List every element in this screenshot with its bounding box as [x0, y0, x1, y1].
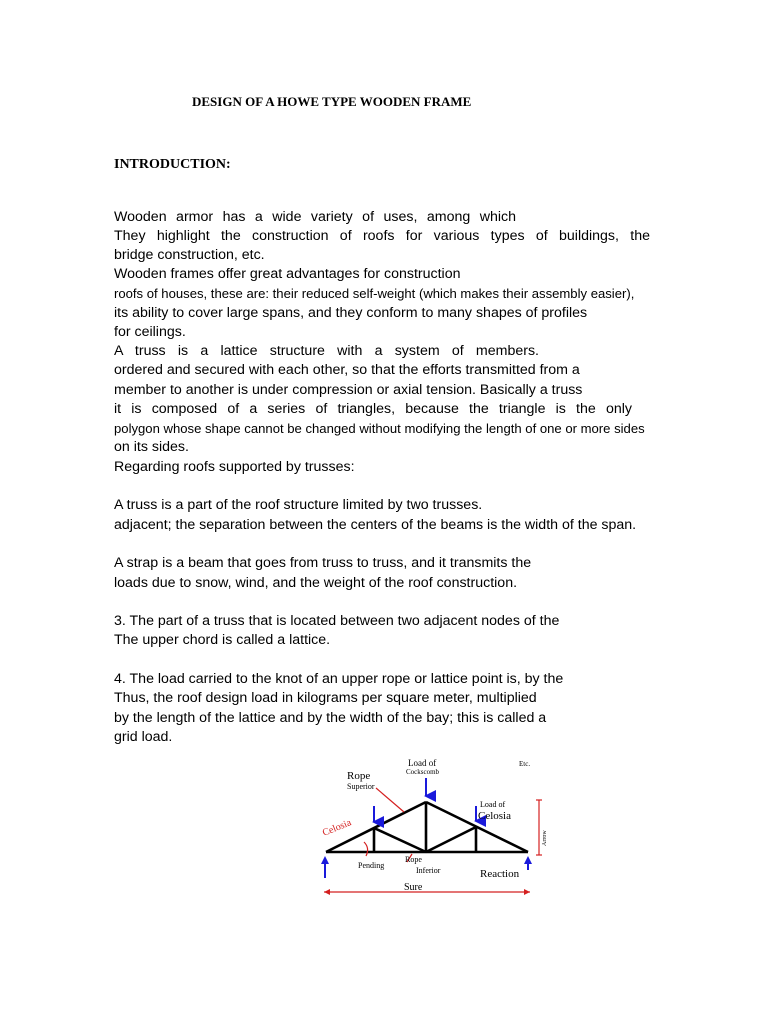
paragraph-line: roofs of houses, these are: their reduced self-weight (which makes their assembly easier), — [114, 286, 635, 301]
paragraph-line: member to another is under compression or axial tension. Basically a truss — [114, 382, 583, 398]
reaction-arrowhead-left — [321, 856, 329, 864]
paragraph-line: 4. The load carried to the knot of an upper rope or lattice point is, by the — [114, 671, 564, 687]
paragraph-line: bridge construction, etc. — [114, 247, 265, 263]
paragraph-line: 3. The part of a truss that is located between two adjacent nodes of the — [114, 613, 560, 629]
rope-superior-label: Superior — [347, 782, 375, 791]
angle-arc — [364, 842, 368, 856]
load-of-cockscomb-label: Cockscomb — [406, 768, 440, 776]
paragraph-line: ordered and secured with each other, so that the efforts transmitted from a — [114, 362, 580, 378]
paragraph-line: Regarding roofs supported by trusses: — [114, 459, 355, 475]
paragraph-line: Wooden armor has a wide variety of uses, among which — [114, 209, 516, 225]
load-of-celosia-label: Celosia — [478, 810, 511, 822]
paragraph-line: it is composed of a series of triangles, because the triangle is the only — [114, 401, 632, 417]
etc-label: Etc. — [519, 760, 531, 768]
paragraph-line: They highlight the construction of roofs for various types of buildings, the — [114, 228, 650, 244]
rope-superior-leader — [376, 788, 404, 812]
load-of-cockscomb-label: Load of — [408, 758, 437, 768]
paragraph-line: its ability to cover large spans, and they conform to many shapes of profiles — [114, 305, 588, 321]
diagonal-member — [374, 828, 426, 852]
howe-truss-diagram — [300, 752, 560, 902]
document-title: DESIGN OF A HOWE TYPE WOODEN FRAME — [192, 94, 472, 109]
rope-superior-label: Rope — [347, 770, 371, 782]
paragraph-line: on its sides. — [114, 439, 189, 455]
rope-inferior-label: Inferior — [416, 866, 441, 875]
paragraph-line: polygon whose shape cannot be changed without modifying the length of one or more sides — [114, 421, 645, 436]
rope-inferior-label: Rope — [405, 855, 422, 864]
paragraph-line: Wooden frames offer great advantages for construction — [114, 266, 461, 282]
reaction-arrowhead-right — [524, 856, 532, 864]
paragraph-line: The upper chord is called a lattice. — [114, 632, 331, 648]
paragraph-line: Thus, the roof design load in kilograms per square meter, multiplied — [114, 690, 537, 706]
section-heading: INTRODUCTION: — [114, 157, 231, 172]
height-label: Arrow — [542, 830, 548, 846]
reaction-label: Reaction — [480, 868, 520, 880]
pending-label: Pending — [358, 861, 385, 870]
load-of-celosia-label: Load of — [480, 800, 506, 809]
paragraph-line: by the length of the lattice and by the width of the bay; this is called a — [114, 710, 547, 726]
span-label: Sure — [404, 882, 423, 893]
celosia-label: Celosia — [321, 817, 353, 839]
paragraph-line: for ceilings. — [114, 324, 186, 340]
paragraph-line: A truss is a lattice structure with a system of members. — [114, 343, 539, 359]
paragraph-line: adjacent; the separation between the centers of the beams is the width of the span. — [114, 517, 637, 533]
diagonal-member — [426, 827, 476, 852]
paragraph-line: grid load. — [114, 729, 173, 745]
paragraph-line: A truss is a part of the roof structure limited by two trusses. — [114, 497, 483, 513]
paragraph-line: loads due to snow, wind, and the weight of the roof construction. — [114, 575, 518, 591]
paragraph-line: A strap is a beam that goes from truss to truss, and it transmits the — [114, 555, 532, 571]
